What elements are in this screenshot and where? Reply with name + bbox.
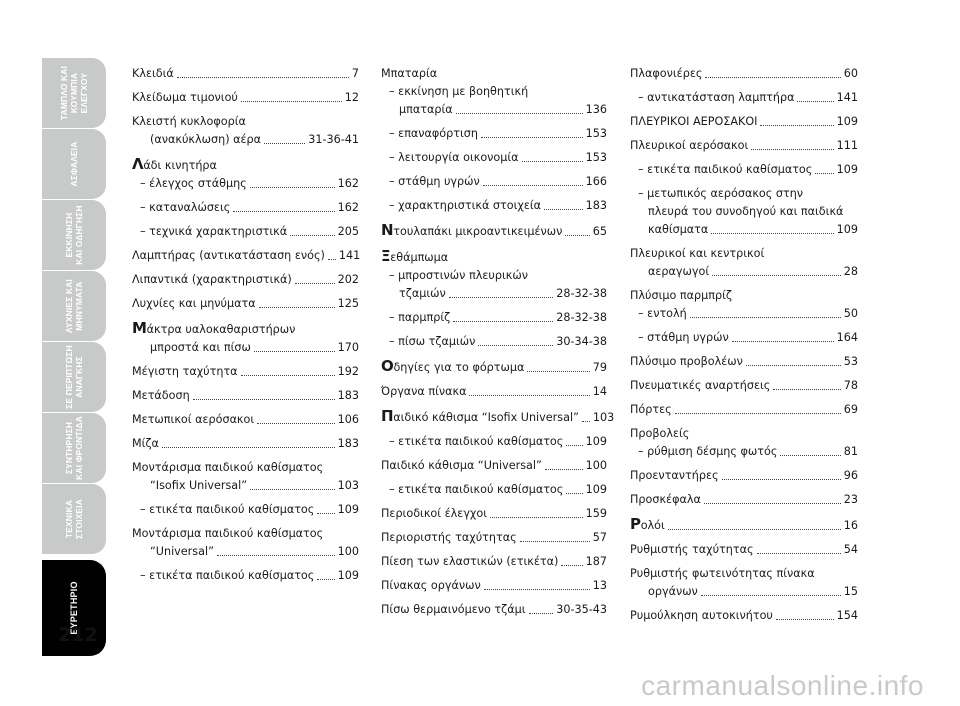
index-entry[interactable]: – έλεγχος στάθμης 162 xyxy=(140,177,359,190)
tab-maintenance[interactable] xyxy=(42,413,106,483)
index-entry-omicron[interactable]: Οδηγίες για το φόρτωμα 79 xyxy=(381,357,607,375)
index-heading: – μετωπικός αερόσακος στην xyxy=(638,187,804,200)
index-heading: Ρυθμιστής φωτεινότητας πίνακα xyxy=(630,567,815,580)
tab-label: ΕΥΡΕΤΗΡΙΟ xyxy=(69,581,79,635)
index-entry[interactable]: – πίσω τζαμιών 30-34-38 xyxy=(389,335,607,348)
index-entry[interactable]: τζαμιών 28-32-38 xyxy=(399,287,607,300)
index-entry[interactable]: Πλύσιμο προβολέων 53 xyxy=(630,355,858,368)
index-entry[interactable]: Μετάδοση 183 xyxy=(132,389,359,402)
tab-dashboard-controls[interactable] xyxy=(42,58,106,128)
letter-heading-lambda: Λάδι κινητήρα xyxy=(132,155,217,173)
index-entry[interactable]: μπαταρία 136 xyxy=(399,103,607,116)
index-column-3 xyxy=(630,66,858,632)
tab-technical-data[interactable] xyxy=(42,484,106,554)
index-entry[interactable]: Κλείδωμα τιμονιού 12 xyxy=(132,91,359,104)
index-entry[interactable]: – αντικατάσταση λαμπτήρα 141 xyxy=(638,91,858,104)
index-entry[interactable]: (ανακύκλωση) αέρα 31-36-41 xyxy=(150,133,359,146)
index-entry[interactable]: “Isofix Universal” 103 xyxy=(150,479,359,492)
index-heading: πλευρά του συνοδηγού και παιδικά xyxy=(648,205,844,218)
index-entry[interactable]: – ετικέτα παιδικού καθίσματος 109 xyxy=(389,435,607,448)
index-entry[interactable]: – στάθμη υγρών 164 xyxy=(638,331,858,344)
letter-heading-mu: Μάκτρα υαλοκαθαριστήρων xyxy=(132,319,296,337)
index-heading: – εκκίνηση με βοηθητική xyxy=(389,85,529,98)
tab-label: ΛΥΧΝΙΕΣ ΚΑΙ ΜΗΝΥΜΑΤΑ xyxy=(64,279,84,333)
index-entry[interactable]: αεραγωγοί 28 xyxy=(648,265,858,278)
index-entry[interactable]: μπροστά και πίσω 170 xyxy=(150,341,359,354)
index-entry[interactable]: – στάθμη υγρών 166 xyxy=(389,175,607,188)
index-entry[interactable]: Ρυμούλκηση αυτοκινήτου 154 xyxy=(630,609,858,622)
index-entry[interactable]: – καταναλώσεις 162 xyxy=(140,201,359,214)
index-heading: Προβολείς xyxy=(630,427,690,440)
index-entry[interactable]: Πλαφονιέρες 60 xyxy=(630,67,858,80)
index-entry[interactable]: – παρμπρίζ 28-32-38 xyxy=(389,311,607,324)
tab-label: ΕΚΚΙΝΗΣΗ ΚΑΙ ΟΔΗΓΗΣΗ xyxy=(64,205,84,265)
index-entry[interactable]: – εντολή 50 xyxy=(638,307,858,320)
tab-starting-driving[interactable] xyxy=(42,200,106,270)
tab-label: ΤΑΜΠΛΟ ΚΑΙ ΚΟΥΜΠΙΑ ΕΛΕΓΧΟΥ xyxy=(59,65,89,121)
index-entry[interactable]: Πίνακας οργάνων 13 xyxy=(381,579,607,592)
index-heading: Μοντάρισμα παιδικού καθίσματος xyxy=(132,527,324,540)
index-entry[interactable]: – χαρακτηριστικά στοιχεία 183 xyxy=(389,199,607,212)
index-entry[interactable]: Παιδικό κάθισμα “Universal” 100 xyxy=(381,459,607,472)
tab-label: ΣΥΝΤΗΡΗΣΗ ΚΑΙ ΦΡΟΝΤΙΔΑ xyxy=(64,416,84,480)
index-heading: Μπαταρία xyxy=(381,67,438,80)
index-entry[interactable]: Περιοριστής ταχύτητας 57 xyxy=(381,531,607,544)
index-entry[interactable]: – ετικέτα παιδικού καθίσματος 109 xyxy=(140,503,359,516)
index-entry[interactable]: Μίζα 183 xyxy=(132,437,359,450)
tab-emergency[interactable] xyxy=(42,342,106,412)
letter-heading-xi: Ξεθάμπωμα xyxy=(381,247,449,265)
index-entry[interactable]: Κλειδιά 7 xyxy=(132,67,359,80)
index-entry[interactable]: καθίσματα 109 xyxy=(648,223,858,236)
tab-warning-lights[interactable] xyxy=(42,271,106,341)
tab-safety[interactable] xyxy=(42,129,106,199)
index-entry-rho[interactable]: Ρολόι 16 xyxy=(630,515,858,533)
index-entry[interactable]: Πίσω θερμαινόμενο τζάμι 30-35-43 xyxy=(381,603,607,616)
index-entry[interactable]: Πλευρικοί αερόσακοι 111 xyxy=(630,139,858,152)
index-entry[interactable]: Λυχνίες και μηνύματα 125 xyxy=(132,297,359,310)
index-entry[interactable]: – ρύθμιση δέσμης φωτός 81 xyxy=(638,445,858,458)
index-entry[interactable]: οργάνων 15 xyxy=(648,585,858,598)
index-column-2 xyxy=(381,66,615,626)
tab-label: ΑΣΦΑΛΕΙΑ xyxy=(69,141,79,187)
index-entry[interactable]: – ετικέτα παιδικού καθίσματος 109 xyxy=(140,569,359,582)
index-column-1 xyxy=(132,66,359,592)
tab-label: ΤΕΧΝΙΚΑ ΣΤΟΙΧΕΙΑ xyxy=(64,499,84,539)
tab-label: ΣΕ ΠΕΡΙΠΤΩΣΗ ΑΝΑΓΚΗΣ xyxy=(64,345,84,409)
index-entry[interactable]: Προσκέφαλα 23 xyxy=(630,493,858,506)
index-entry[interactable]: Όργανα πίνακα 14 xyxy=(381,385,607,398)
index-entry[interactable]: Λαμπτήρας (αντικατάσταση ενός) 141 xyxy=(132,249,361,262)
index-entry[interactable]: “Universal” 100 xyxy=(150,545,359,558)
index-entry[interactable]: Περιοδικοί έλεγχοι 159 xyxy=(381,507,607,520)
index-entry[interactable]: Ρυθμιστής ταχύτητας 54 xyxy=(630,543,858,556)
section-tabs xyxy=(42,58,106,657)
index-entry-pi[interactable]: Παιδικό κάθισμα “Isofix Universal” 103 xyxy=(381,407,615,425)
index-entry[interactable]: Μετωπικοί αερόσακοι 106 xyxy=(132,413,359,426)
index-entry[interactable]: ΠΛΕΥΡΙΚΟΙ ΑΕΡΟΣΑΚΟΙ 109 xyxy=(630,115,858,128)
index-entry[interactable]: – ετικέτα παιδικού καθίσματος 109 xyxy=(638,163,858,176)
watermark: carmanualsonline.info xyxy=(641,670,924,701)
index-entry[interactable]: – επαναφόρτιση 153 xyxy=(389,127,607,140)
index-entry[interactable]: Μέγιστη ταχύτητα 192 xyxy=(132,365,359,378)
index-entry[interactable]: Πόρτες 69 xyxy=(630,403,858,416)
index-entry[interactable]: – τεχνικά χαρακτηριστικά 205 xyxy=(140,225,359,238)
index-entry[interactable]: – ετικέτα παιδικού καθίσματος 109 xyxy=(389,483,607,496)
index-entry[interactable]: – λειτουργία οικονομία 153 xyxy=(389,151,607,164)
index-entry[interactable]: Προενταντήρες 96 xyxy=(630,469,858,482)
index-heading: Κλειστή κυκλοφορία xyxy=(132,115,246,128)
index-entry-nu[interactable]: Ντουλαπάκι μικροαντικειμένων 65 xyxy=(381,221,607,239)
index-heading: Μοντάρισμα παιδικού καθίσματος xyxy=(132,461,324,474)
index-heading: Πλευρικοί και κεντρικοί xyxy=(630,247,765,260)
index-heading: Πλύσιμο παρμπρίζ xyxy=(630,289,732,302)
index-entry[interactable]: Πνευματικές αναρτήσεις 78 xyxy=(630,379,858,392)
index-entry[interactable]: Λιπαντικά (χαρακτηριστικά) 202 xyxy=(132,273,359,286)
index-heading: – μπροστινών πλευρικών xyxy=(389,269,528,282)
page-number: 212 xyxy=(58,624,98,646)
index-entry[interactable]: Πίεση των ελαστικών (ετικέτα) 187 xyxy=(381,555,607,568)
